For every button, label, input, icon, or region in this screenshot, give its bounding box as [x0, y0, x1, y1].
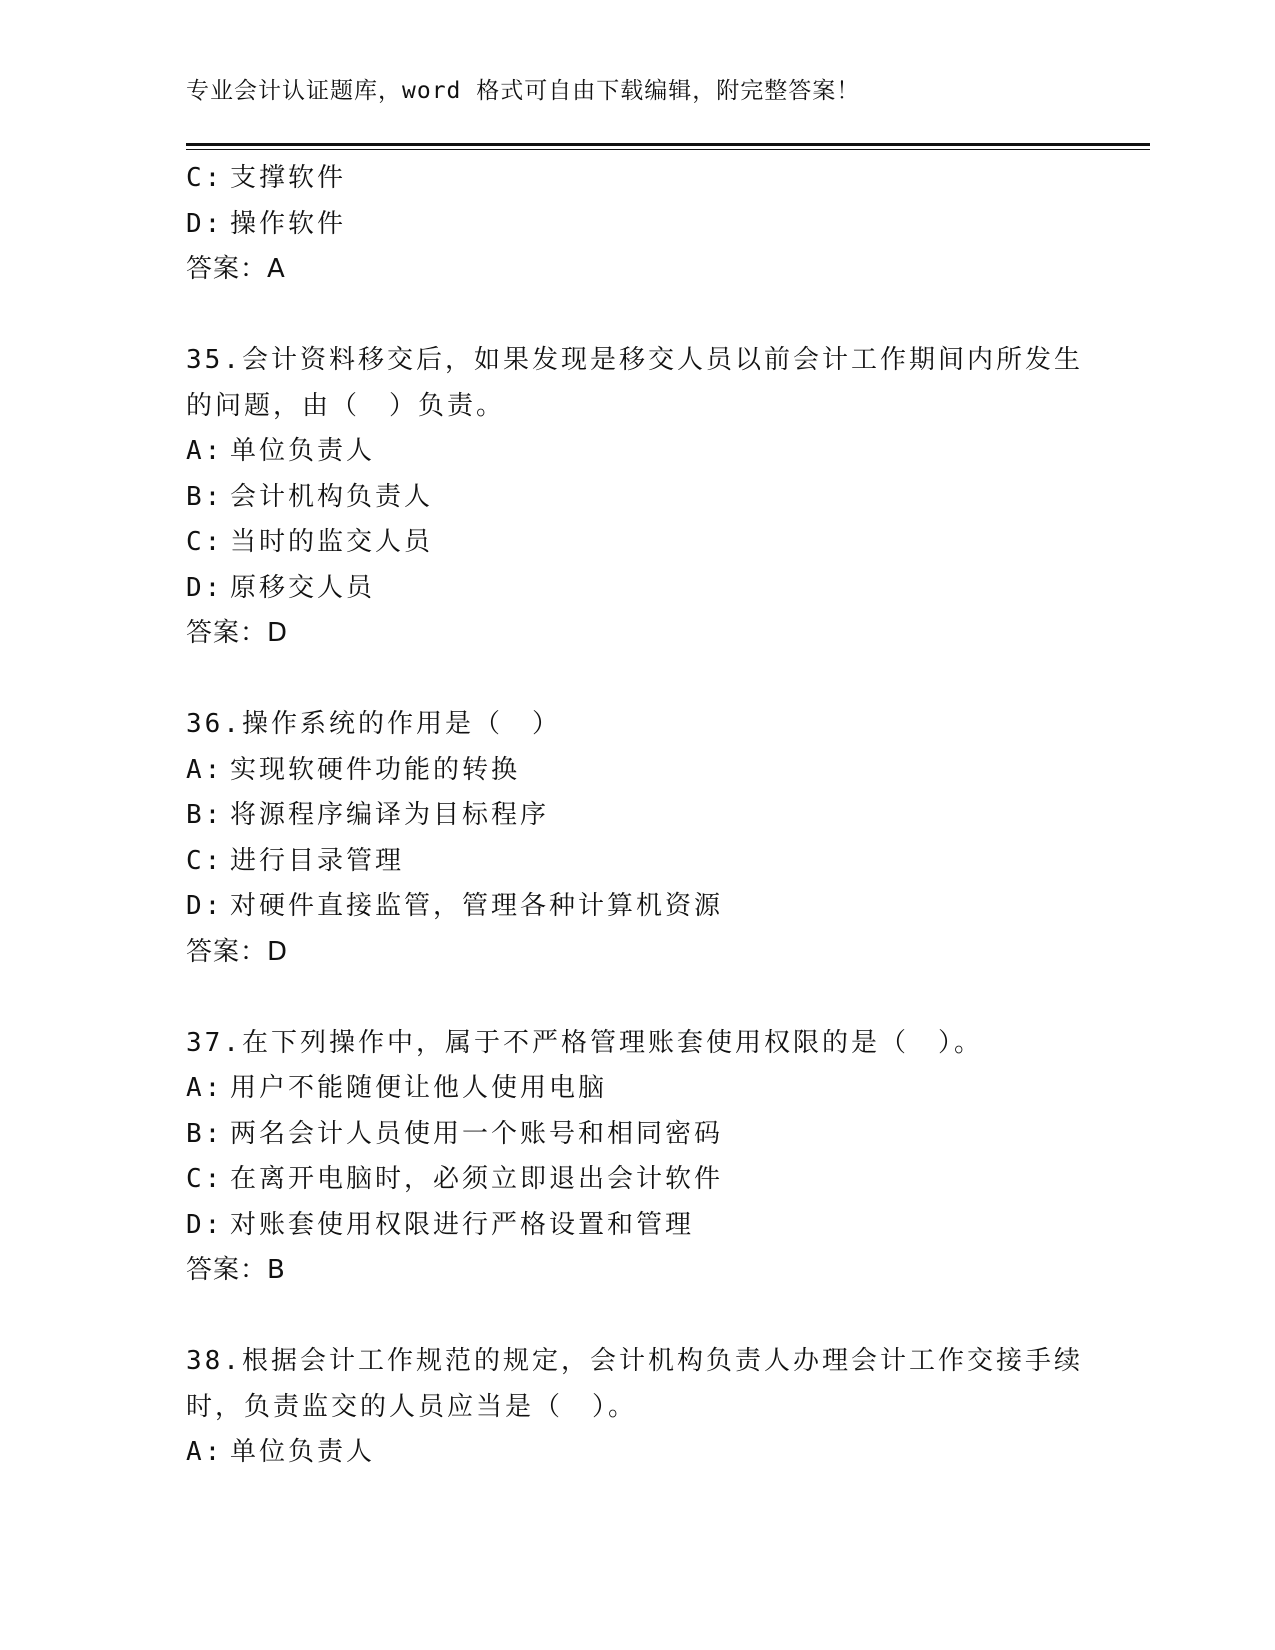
option-line	[186, 1066, 1086, 1112]
option-line	[186, 202, 1086, 248]
question-stem: 38.根据会计工作规范的规定，会计机构负责人办理会计工作交接手续	[186, 1346, 1083, 1376]
question-stem: 37.在下列操作中，属于不严格管理账套使用权限的是（ ）。	[186, 1027, 983, 1058]
prev-question-tail	[186, 156, 1086, 293]
option-text: 将源程序编译为目标程序	[230, 800, 550, 830]
answer-line: 答案：D	[186, 618, 289, 648]
option-text: 对账套使用权限进行严格设置和管理	[230, 1209, 695, 1240]
option-text: 用户不能随便让他人使用电脑	[230, 1073, 608, 1103]
question-content	[186, 156, 1086, 1476]
option-line	[186, 748, 1086, 794]
option-line	[186, 1430, 1086, 1476]
option-label: C:	[186, 1164, 224, 1194]
option-line	[186, 1203, 1086, 1249]
option-line	[186, 566, 1086, 612]
question-38	[186, 1339, 1086, 1476]
option-line	[186, 520, 1086, 566]
option-text: 单位负责人	[230, 1437, 376, 1467]
option-text: 对硬件直接监管，管理各种计算机资源	[230, 891, 724, 921]
option-label: A:	[186, 1437, 224, 1467]
option-label: D:	[186, 208, 224, 239]
answer-line: 答案：A	[186, 254, 286, 284]
option-line	[186, 839, 1086, 885]
answer-line: 答案：B	[186, 1255, 286, 1285]
option-label: D:	[186, 572, 224, 603]
question-stem: 的问题，由（ ）负责。	[186, 390, 506, 421]
question-stem: 36.操作系统的作用是（ ）	[186, 709, 561, 739]
option-line	[186, 429, 1086, 475]
option-label: D:	[186, 1209, 224, 1240]
spacer	[186, 657, 1086, 703]
option-line	[186, 156, 1086, 202]
option-line	[186, 1157, 1086, 1203]
option-label: C:	[186, 845, 224, 876]
option-text: 当时的监交人员	[230, 527, 434, 557]
option-label: D:	[186, 891, 224, 921]
option-text: 会计机构负责人	[230, 481, 434, 512]
option-text: 进行目录管理	[230, 845, 405, 876]
option-line	[186, 1112, 1086, 1158]
option-text: 支撑软件	[230, 163, 347, 193]
spacer	[186, 1294, 1086, 1340]
option-text: 在离开电脑时，必须立即退出会计软件	[230, 1164, 724, 1194]
answer-line: 答案：D	[186, 936, 289, 967]
option-text: 两名会计人员使用一个账号和相同密码	[230, 1118, 724, 1149]
header-divider-thin	[186, 149, 1150, 150]
option-text: 操作软件	[230, 208, 347, 239]
option-text: 单位负责人	[230, 436, 376, 466]
option-label: C:	[186, 527, 224, 557]
option-line	[186, 884, 1086, 930]
option-text: 实现软硬件功能的转换	[230, 754, 521, 785]
spacer	[186, 975, 1086, 1021]
option-label: A:	[186, 436, 224, 466]
spacer	[186, 293, 1086, 339]
option-line	[186, 793, 1086, 839]
header-divider-thick	[186, 143, 1150, 146]
option-label: B:	[186, 481, 224, 512]
option-label: B:	[186, 1118, 224, 1149]
question-35	[186, 338, 1086, 657]
option-label: A:	[186, 754, 224, 785]
question-37	[186, 1021, 1086, 1294]
option-text: 原移交人员	[230, 572, 376, 603]
option-label: B:	[186, 800, 224, 830]
option-label: A:	[186, 1073, 224, 1103]
question-stem: 35.会计资料移交后，如果发现是移交人员以前会计工作期间内所发生	[186, 345, 1083, 375]
header-banner: 专业会计认证题库，word 格式可自由下载编辑，附完整答案！	[186, 78, 861, 104]
option-line	[186, 475, 1086, 521]
question-36	[186, 702, 1086, 975]
question-stem: 时，负责监交的人员应当是（ ）。	[186, 1391, 638, 1422]
option-label: C:	[186, 163, 224, 193]
